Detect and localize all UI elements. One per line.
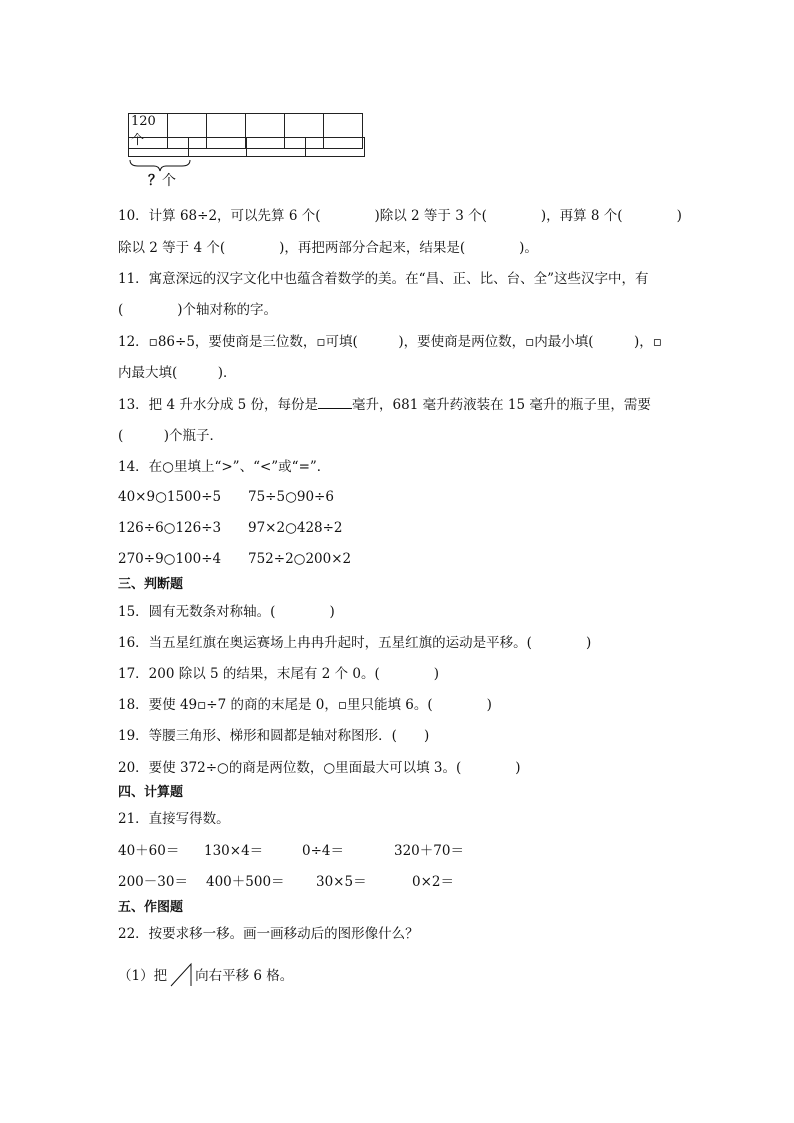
calc-item: 0÷4＝: [302, 843, 344, 859]
section-five-heading: 五、作图题: [118, 900, 184, 915]
q11-line2: ( )个轴对称的字。: [118, 302, 278, 318]
bottom-bar-cell: [129, 138, 189, 157]
calc-item: 200－30＝: [118, 874, 188, 890]
q22-sub1-text-b: 向右平移 6 格。: [195, 968, 294, 984]
q12-line2: 内最大填( )．: [118, 365, 237, 381]
q14-item: 752÷2○200×2: [248, 551, 352, 567]
q11-line1: 11．寓意深远的汉字文化中也蕴含着数学的美。在“昌、正、比、台、全”这些汉字中，有: [118, 271, 649, 287]
q14-item: 97×2○428÷2: [248, 520, 343, 536]
q14-item: 126÷6○126÷3: [118, 520, 222, 536]
q22-sub1-text-a: （1）把: [118, 968, 168, 984]
calc-item: 0×2＝: [412, 874, 454, 890]
q21: 21．直接写得数。: [118, 811, 230, 827]
bottom-bar-diagram: [128, 137, 365, 157]
q13-line2: ( )个瓶子．: [118, 428, 224, 444]
q10-line2: 除以 2 等于 4 个( )，再把两部分合起来，结果是( )。: [118, 240, 538, 256]
question-label: [148, 170, 176, 190]
q22: 22．按要求移一移。画一画移动后的图形像什么？: [118, 926, 419, 942]
q14-item: 75÷5○90÷6: [248, 489, 334, 505]
question-mark: ？: [148, 173, 162, 189]
q20: 20．要使 372÷○的商是两位数，○里面最大可以填 3。( ): [118, 760, 521, 776]
bottom-bar-cell: [306, 138, 365, 157]
section-three-heading: 三、判断题: [118, 577, 184, 592]
q13-text-a: 13．把 4 升水分成 5 份，每份是: [118, 397, 319, 413]
q13-fill-blank: [318, 396, 352, 409]
calc-item: 400＋500＝: [206, 874, 285, 890]
q12-line1: 12．▫86÷5，要使商是三位数，▫可填( )，要使商是两位数，▫内最小填( )，▫: [118, 334, 662, 350]
top-bar-labeled-cell: 120个: [129, 114, 168, 149]
q13-text-b: 毫升，681 毫升药液装在 15 毫升的瓶子里，需要: [352, 397, 651, 413]
q10-line1: 10．计算 68÷2，可以先算 6 个( )除以 2 等于 3 个( )，再算 8 个( ): [118, 208, 682, 224]
calc-item: 130×4＝: [204, 843, 264, 859]
q19: 19．等腰三角形、梯形和圆都是轴对称图形．( ): [118, 728, 430, 744]
q14-prompt: 14．在○里填上“>”、“<”或“=”．: [118, 459, 331, 475]
q13-line1: [118, 396, 651, 414]
calc-item: 40＋60＝: [118, 843, 180, 859]
slanted-shape-icon: [168, 962, 194, 988]
q14-item: 270÷9○100÷4: [118, 551, 222, 567]
bottom-bar-cell: [189, 138, 247, 157]
q18: 18．要使 49▫÷7 的商的末尾是 0，▫里只能填 6。( ): [118, 697, 492, 713]
bottom-bar-cell: [247, 138, 306, 157]
calc-item: 30×5＝: [316, 874, 367, 890]
q14-item: 40×9○1500÷5: [118, 489, 222, 505]
q17: 17．200 除以 5 的结果，末尾有 2 个 0。( ): [118, 666, 439, 682]
q16: 16．当五星红旗在奥运赛场上冉冉升起时，五星红旗的运动是平移。( ): [118, 635, 592, 651]
question-unit: 个: [162, 173, 176, 189]
calc-item: 320＋70＝: [394, 843, 464, 859]
q22-sub1: [118, 962, 293, 988]
section-four-heading: 四、计算题: [118, 785, 184, 800]
q15: 15．圆有无数条对称轴。( ): [118, 604, 335, 620]
